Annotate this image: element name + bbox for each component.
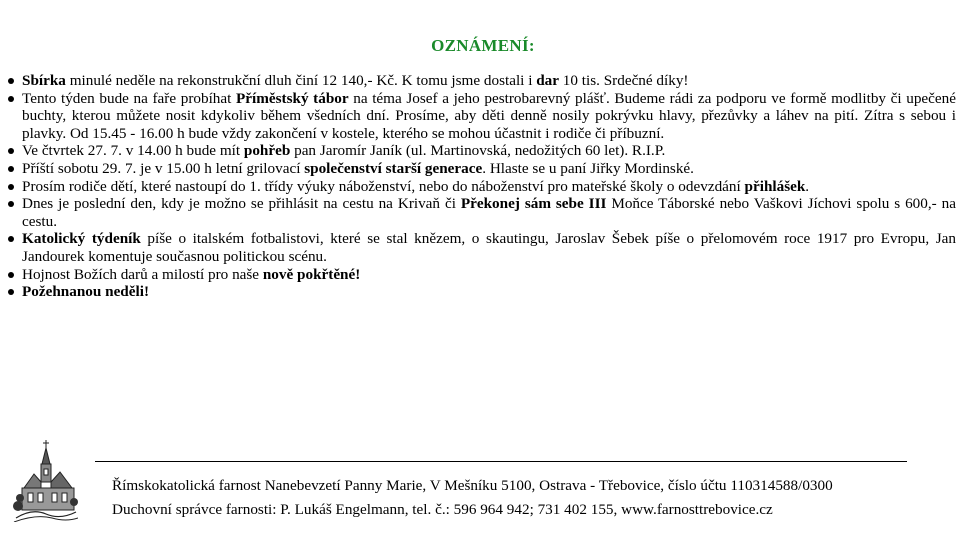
notice-text: Dnes je poslední den, kdy je možno se přihlásit na cestu na Krivaň či [22, 195, 461, 213]
notice-emphasis: nově pokřtěné! [262, 265, 361, 283]
notice-text: pan Jaromír Janík (ul. Martinovská, nedožitých 60 let). R.I.P. [290, 142, 666, 160]
notice-text: Prosím rodiče dětí, které nastoupí do 1. třídy výuky náboženství, nebo do náboženství pro mateřské školy o odevzdání [22, 177, 745, 195]
notice-item [6, 160, 956, 178]
notice-text: Moňce Táborské nebo Vaškovi Jíchovi spolu s 600,- na cestu. [22, 195, 956, 230]
notice-emphasis: Příměstský tábor [235, 89, 349, 107]
notice-emphasis: pohřeb [243, 142, 291, 160]
notice-text: na téma Josef a jeho pestrobarevný plášť. Budeme rádi za podporu ve formě modlitby či upečené buchty, kterou můžete nosit kdykoliv během všedních dní. Prosíme, aby děti denně nosily pokrývku hlavy, přezůvky a láhev na pití. Zítra s sebou i plavky. Od 15.45 - 16.00 h bude vždy zakončení v kostele, kterého se mohou účastnit i rodiče či příbuzní. [22, 89, 956, 142]
notice-emphasis: Katolický týdeník [22, 230, 141, 248]
notice-item [6, 72, 956, 90]
church-icon [12, 438, 78, 522]
notice-text: Tento týden bude na faře probíhat [22, 89, 236, 107]
notice-list [6, 72, 956, 301]
notice-emphasis: přihlášek [744, 177, 806, 195]
parish-contact: Duchovní správce farnosti: P. Lukáš Engelmann, tel. č.: 596 964 942; 731 402 155, www.farnosttrebovice.cz [112, 501, 773, 518]
notice-item [6, 266, 956, 284]
parish-address: Římskokatolická farnost Nanebevzetí Panny Marie, V Mešníku 5100, Ostrava - Třebovice, číslo účtu 110314588/0300 [112, 477, 833, 494]
notice-text: . [805, 177, 810, 195]
notice-text: Příští sobotu 29. 7. je v 15.00 h letní grilovací [22, 159, 305, 177]
notice-item [6, 230, 956, 265]
notice-item [6, 195, 956, 230]
notice-item [6, 90, 956, 143]
notice-emphasis: společenství starší generace [304, 159, 483, 177]
notice-emphasis: dar [536, 72, 559, 89]
notice-item [6, 283, 956, 301]
footer-divider [95, 461, 907, 462]
notice-text: . Hlaste se u paní Jiřky Mordinské. [482, 159, 694, 177]
notice-text: 10 tis. Srdečné díky! [559, 72, 689, 89]
notice-text: Hojnost Božích darů a milostí pro naše [22, 265, 263, 283]
notice-emphasis: Požehnanou neděli! [22, 283, 149, 301]
notice-text: minulé neděle na rekonstrukční dluh činí 12 140,- Kč. K tomu jsme dostali i [65, 72, 537, 89]
notice-item [6, 178, 956, 196]
notice-emphasis: Sbírka [22, 72, 66, 89]
announcement-title: OZNÁMENÍ: [431, 36, 535, 55]
footer [112, 474, 942, 522]
notice-item [6, 142, 956, 160]
notice-text: píše o italském fotbalistovi, které se stal knězem, o skautingu, Jaroslav Šebek píše o přelomovém roce 1917 pro Evropu, Jan Jandourek komentuje současnou politickou scénu. [22, 230, 956, 265]
notice-emphasis: Překonej sám sebe III [460, 195, 607, 213]
notice-text: Ve čtvrtek 27. 7. v 14.00 h bude mít [22, 142, 244, 160]
